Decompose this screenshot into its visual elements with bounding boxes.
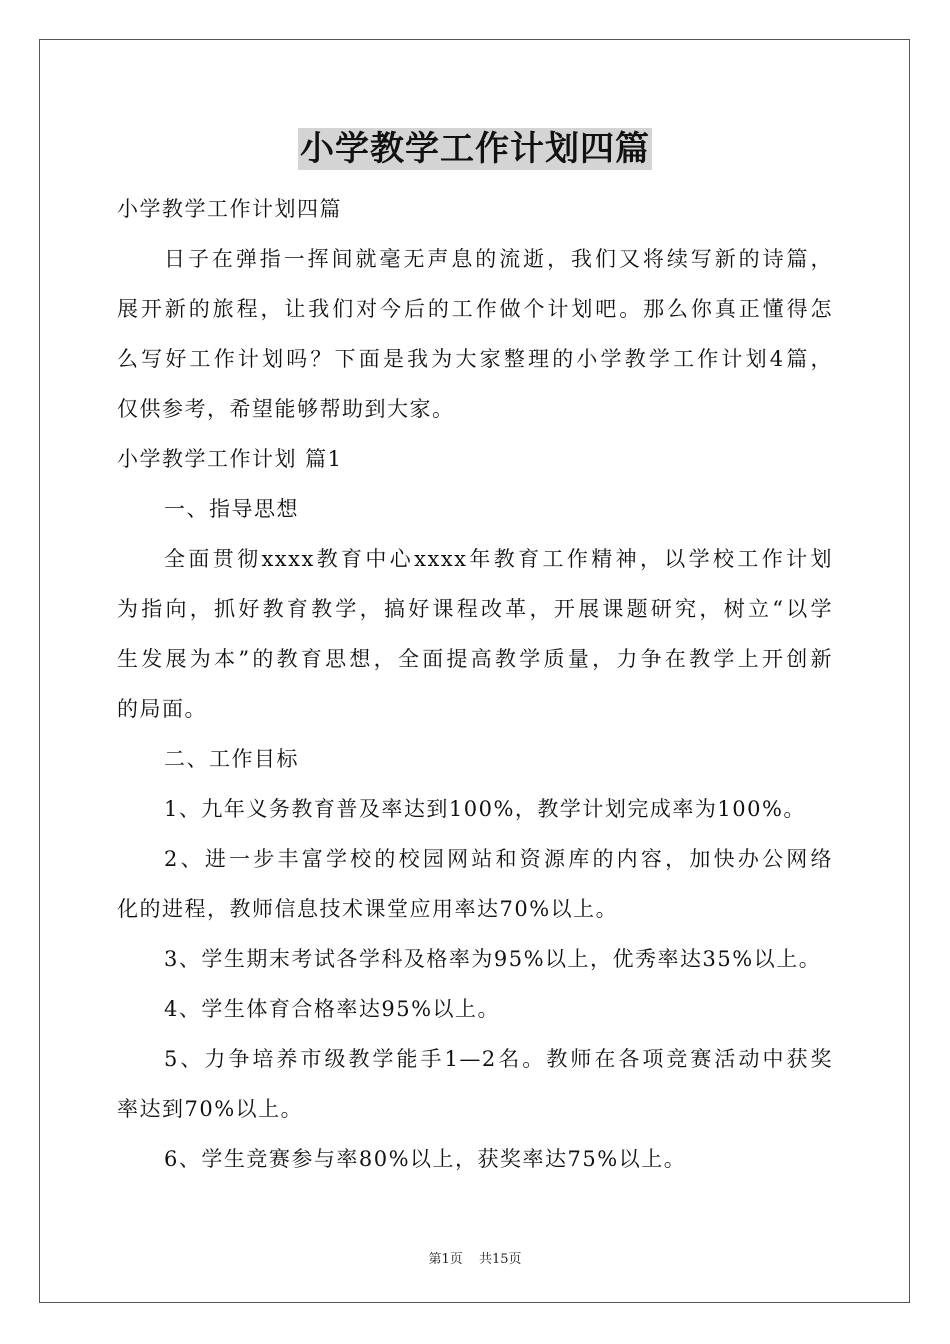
paragraph-line: 展开新的旅程，让我们对今后的工作做个计划吧。那么你真正懂得怎: [117, 297, 833, 321]
page-total: 共15页: [478, 1252, 522, 1267]
goal-item: 5、力争培养市级教学能手1—2名。教师在各项竞赛活动中获奖: [164, 1047, 833, 1071]
paragraph-line: 么写好工作计划吗？下面是我为大家整理的小学教学工作计划4篇，: [117, 347, 833, 371]
paragraph-line: 仅供参考，希望能够帮助到大家。: [117, 397, 455, 421]
paragraph-line: 日子在弹指一挥间就毫无声息的流逝，我们又将续写新的诗篇，: [164, 247, 833, 271]
title-area: [0, 128, 950, 170]
goal-item: 2、进一步丰富学校的校园网站和资源库的内容，加快办公网络: [164, 847, 833, 871]
subsection-heading: 二、工作目标: [164, 747, 299, 771]
goal-item: 4、学生体育合格率达95%以上。: [164, 997, 501, 1021]
goal-item-continued: 化的进程，教师信息技术课堂应用率达70%以上。: [117, 897, 619, 921]
document-title: 小学教学工作计划四篇: [300, 129, 650, 169]
subtitle-line: 小学教学工作计划四篇: [117, 197, 342, 221]
subsection-heading: 一、指导思想: [164, 497, 299, 521]
paragraph-line: 为指向，抓好教育教学，搞好课程改革，开展课题研究，树立“以学: [117, 597, 833, 621]
goal-item: 3、学生期末考试各学科及格率为95%以上，优秀率达35%以上。: [164, 947, 822, 971]
document-body: [117, 184, 833, 1184]
section-heading: 小学教学工作计划 篇1: [117, 447, 343, 471]
page-footer: [0, 1248, 950, 1267]
page-number: 第1页: [428, 1252, 463, 1267]
paragraph-line: 生发展为本”的教育思想，全面提高教学质量，力争在教学上开创新: [117, 647, 833, 671]
goal-item: 6、学生竞赛参与率80%以上，获奖率达75%以上。: [164, 1147, 687, 1171]
goal-item-continued: 率达到70%以上。: [117, 1097, 304, 1121]
paragraph-line: 的局面。: [117, 697, 207, 721]
paragraph-line: 全面贯彻xxxx教育中心xxxx年教育工作精神，以学校工作计划: [164, 547, 833, 571]
goal-item: 1、九年义务教育普及率达到100%，教学计划完成率为100%。: [164, 797, 806, 821]
